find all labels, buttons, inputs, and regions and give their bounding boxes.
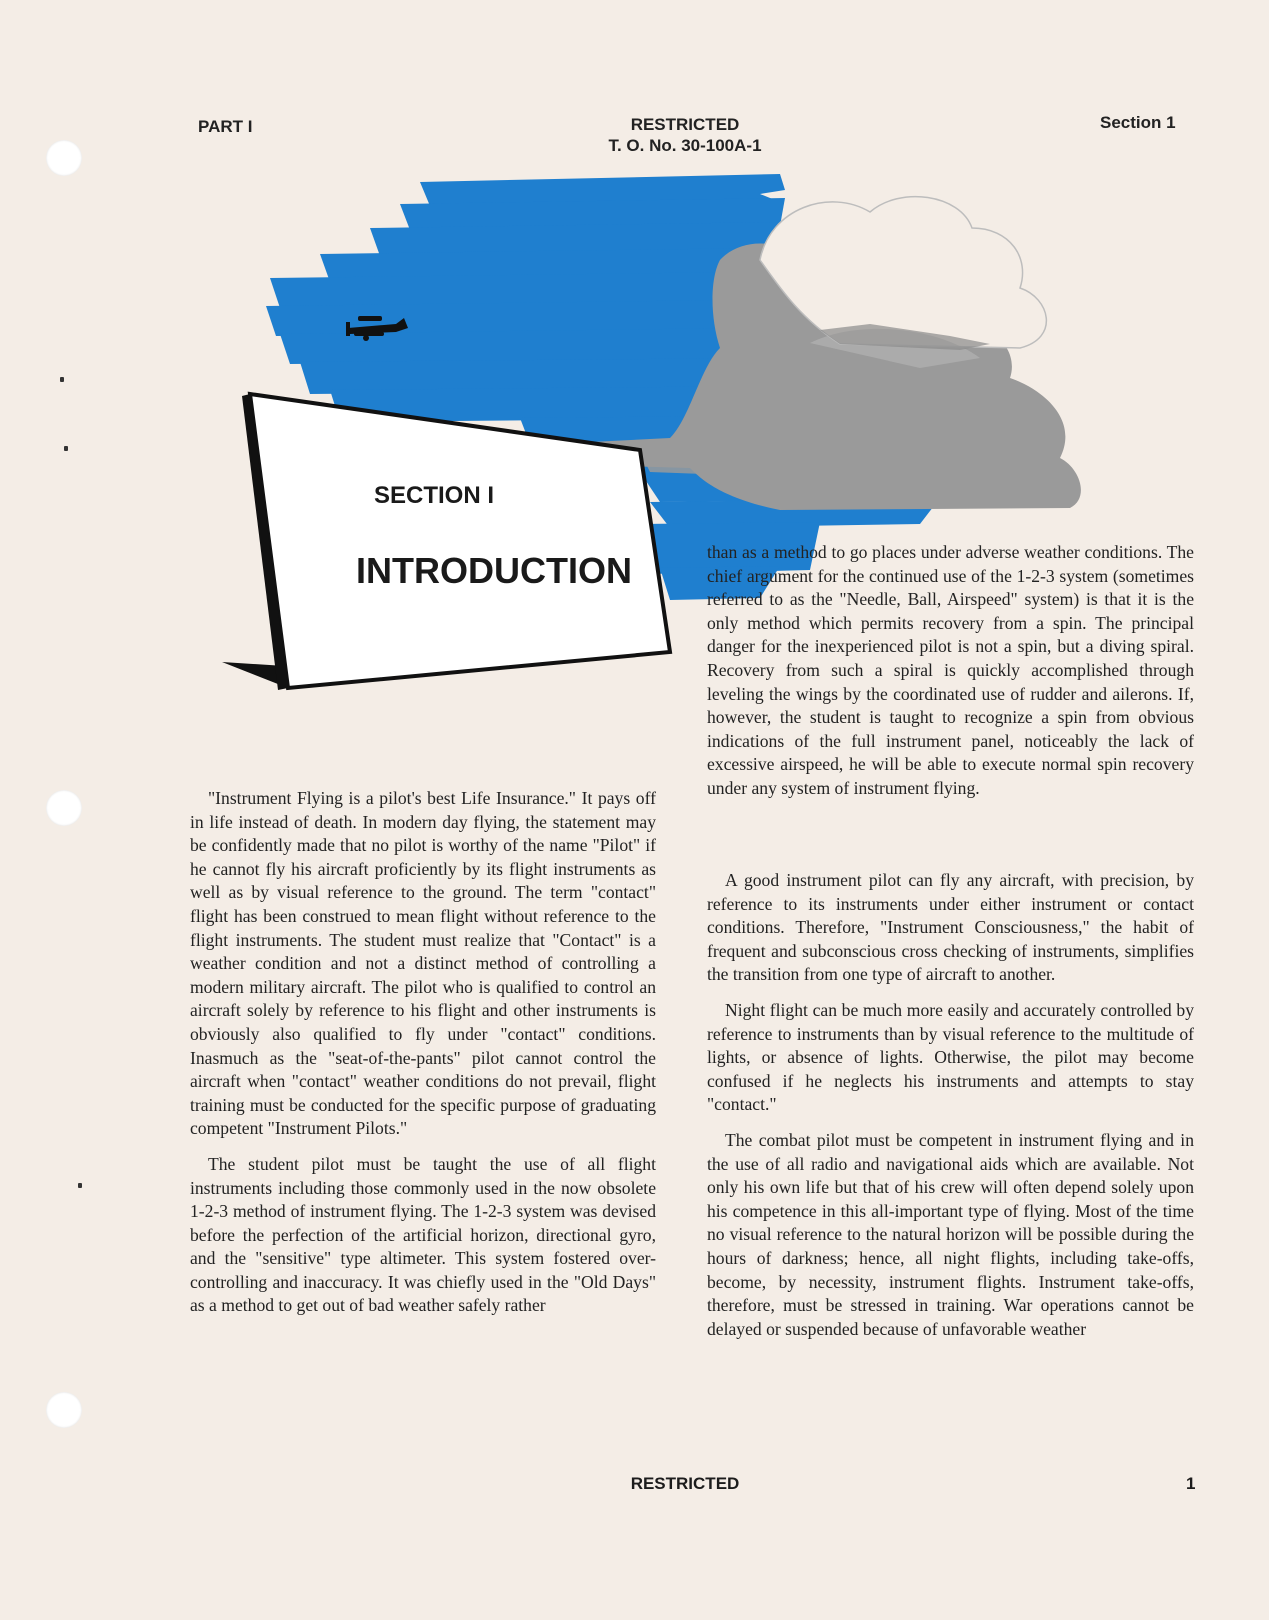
paragraph: "Instrument Flying is a pilot's best Life Insurance." It pays off in life instead of death. In modern day flying, the statement may be confidently made that no pilot is worthy of the name "Pilot" if he cannot fly his aircraft proficiently by its flight instruments as well as by visual reference to the ground. The term "contact" flight has been construed to mean flight without reference to the flight instruments. The student must realize that "Contact" is a weather condition and not a distinct method of controlling a modern military aircraft. The pilot who is qualified to control an aircraft solely by reference to his flight and other instruments is obviously also qualified to fly under "contact" conditions. Inasmuch as the "seat-of-the-pants" pilot cannot control the aircraft when "contact" weather conditions do not prevail, flight training must be conducted for the specific purpose of graduating competent "Instrument Pilots." [190,788,656,1139]
section-label: Section 1 [1100,113,1176,132]
scan-speck [60,377,64,382]
paragraph: The student pilot must be taught the use of all flight instruments including those commonly used in the now obsolete 1-2-3 method of instrument flying. The 1-2-3 system was devised before the perfection of the artificial horizon, directional gyro, and the "sensitive" type altimeter. This system fostered over-controlling and inaccuracy. It was chiefly used in the "Old Days" as a method to get out of bad weather safely rather [190,1153,656,1316]
paragraph: The combat pilot must be competent in instrument flying and in the use of all radio and navigational aids which are available. Not only his own life but that of his crew will often depend solely upon his competence in this all-important type of flying. Most of the time no visual reference to the natural horizon will be possible during the hours of darkness; hence, all night flights, including take-offs, become, by necessity, instrument flights. Instrument take-offs, therefore, must be stressed in training. War operations cannot be delayed or suspended because of unfavorable weather [707,1129,1194,1339]
header-center [560,114,810,156]
footer-classification: RESTRICTED [630,1474,740,1493]
right-column-top [707,541,1194,813]
document-number: T. O. No. 30-100A-1 [608,136,762,155]
part-label: PART I [198,117,253,136]
left-column [190,787,656,1330]
binder-hole [46,140,82,176]
binder-hole [46,790,82,826]
paragraph: than as a method to go places under adverse weather conditions. The chief argument for the continued use of the 1-2-3 system (sometimes referred to as the "Needle, Ball, Airspeed" system) is that it is the only method which permits recovery from a spin. The principal danger for the inexperienced pilot is not a spin, but a diving spiral. Recovery from such a spiral is quickly accomplished through leveling the wings by the coordinated use of rudder and ailerons. If, however, the student is taught to recognize a spin from obvious indications of the full instrument panel, noticeably the lack of excessive airspeed, he will be able to execute normal spin recovery under any system of instrument flying. [707,542,1194,798]
paragraph: A good instrument pilot can fly any aircraft, with precision, by reference to its instruments under either instrument or contact conditions. Therefore, "Instrument Consciousness," the habit of frequent and subconscious cross checking of instruments, simplifies the transition from one type of aircraft to another. [707,870,1194,985]
scan-speck [64,446,68,451]
page-number: 1 [1186,1474,1196,1493]
paragraph: Night flight can be much more easily and accurately controlled by reference to instruments than by visual reference to the multitude of lights, or absence of lights. Otherwise, the pilot may become confused if he neglects his instruments and attempts to stay "contact." [707,999,1194,1115]
binder-hole [46,1392,82,1428]
scan-speck [78,1183,82,1188]
classification-label: RESTRICTED [630,115,740,134]
sign-title: INTRODUCTION [356,550,632,591]
right-column [707,869,1194,1353]
sign-section-label: SECTION I [373,482,495,509]
